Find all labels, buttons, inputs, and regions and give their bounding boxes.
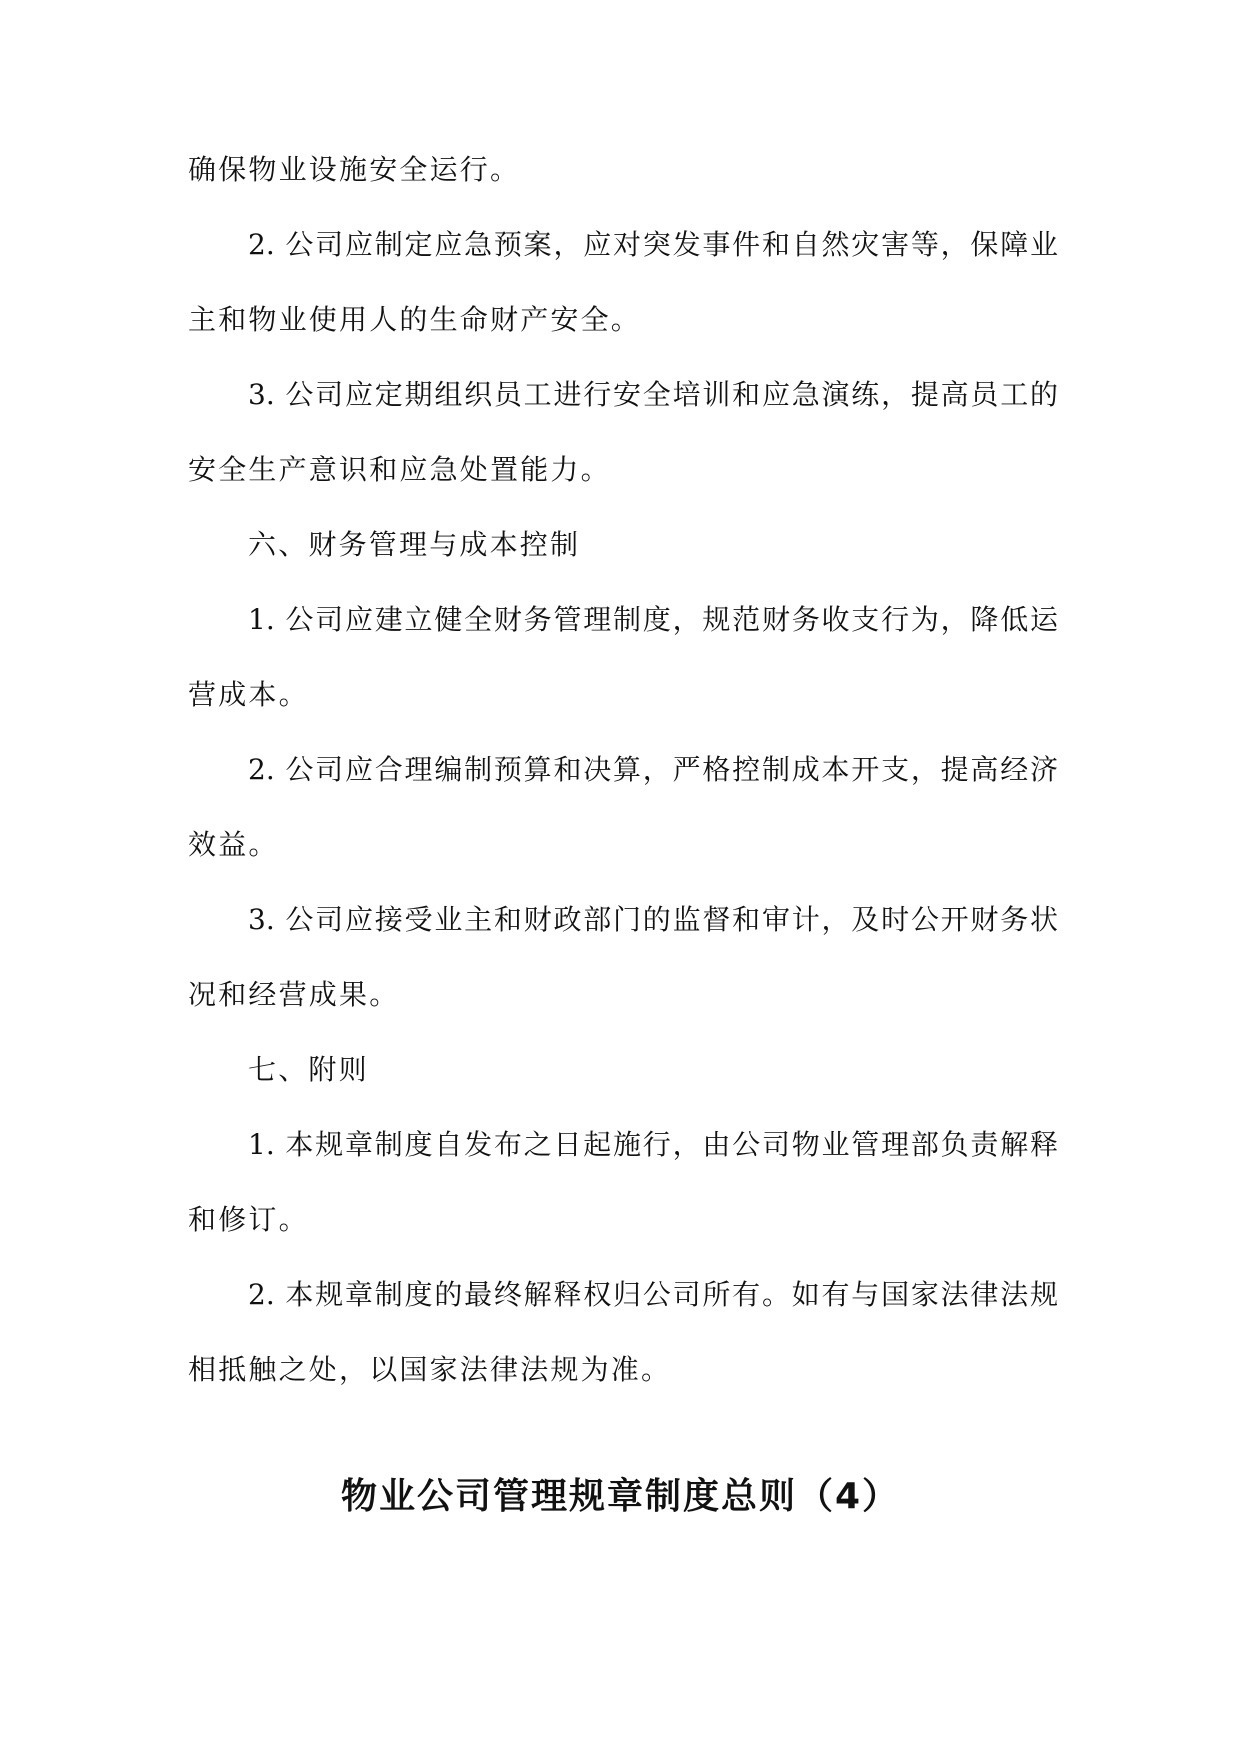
paragraph-line: 营成本。 [188,678,309,711]
paragraph-line: 相抵触之处，以国家法律法规为准。 [188,1353,672,1386]
section-heading: 七、附则 [248,1053,369,1086]
document-title: 物业公司管理规章制度总则（4） [340,1476,901,1517]
paragraph-line: 确保物业设施安全运行。 [188,153,521,186]
paragraph-line: 2. 本规章制度的最终解释权归公司所有。如有与国家法律法规 [248,1278,1058,1311]
paragraph-line: 安全生产意识和应急处置能力。 [188,453,611,486]
paragraph-line: 2. 公司应制定应急预案，应对突发事件和自然灾害等，保障业 [248,228,1058,261]
paragraph-line: 3. 公司应定期组织员工进行安全培训和应急演练，提高员工的 [248,378,1058,411]
paragraph-line: 和修订。 [188,1203,309,1236]
paragraph-line: 3. 公司应接受业主和财政部门的监督和审计，及时公开财务状 [248,903,1058,936]
paragraph-line: 1. 本规章制度自发布之日起施行，由公司物业管理部负责解释 [248,1128,1058,1161]
section-heading: 六、财务管理与成本控制 [248,528,581,561]
paragraph-line: 1. 公司应建立健全财务管理制度，规范财务收支行为，降低运 [248,603,1058,636]
paragraph-line: 效益。 [188,828,279,861]
paragraph-line: 2. 公司应合理编制预算和决算，严格控制成本开支，提高经济 [248,753,1058,786]
paragraph-line: 主和物业使用人的生命财产安全。 [188,303,642,336]
paragraph-line: 况和经营成果。 [188,978,400,1011]
